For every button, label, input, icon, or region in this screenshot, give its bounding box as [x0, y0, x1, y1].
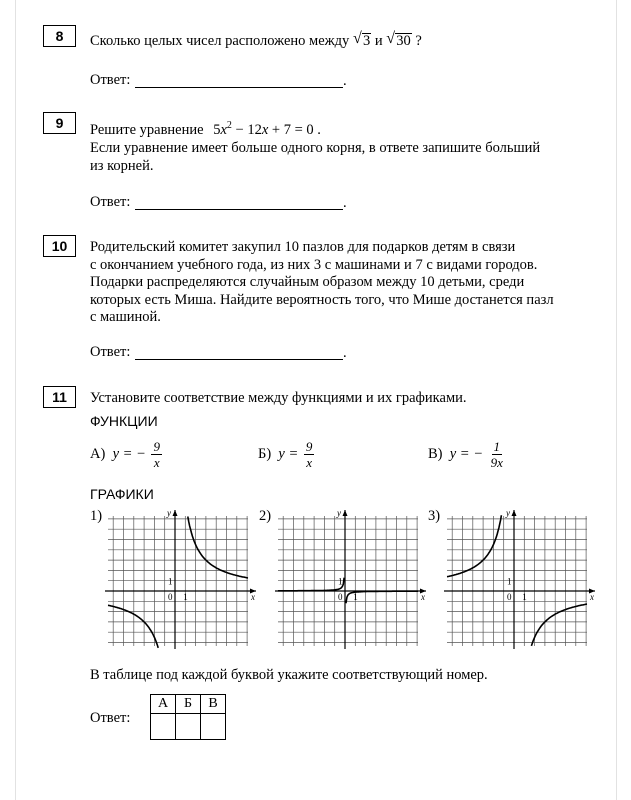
- task-11-intro: Установите соответствие между функциями и их графиками.: [90, 390, 467, 406]
- x-tick-one: 1: [353, 592, 358, 602]
- answer-table-header: Б: [176, 695, 201, 714]
- table-prompt: В таблице под каждой буквой укажите соответствующий номер.: [90, 667, 488, 683]
- y-axis-label: y: [337, 508, 341, 518]
- answer-cell-c[interactable]: [201, 714, 226, 740]
- answer-table-header: А: [151, 695, 176, 714]
- y-axis-label: y: [167, 508, 171, 518]
- y-tick-one: 1: [168, 576, 173, 587]
- task-9-answer-field[interactable]: [135, 209, 343, 210]
- answer-cell-b[interactable]: [176, 714, 201, 740]
- y-axis-arrow: [343, 510, 348, 516]
- y-tick-one: 1: [507, 576, 512, 587]
- graph-1: [100, 506, 265, 651]
- task-10-answer-field[interactable]: [135, 359, 343, 360]
- task-8-answer-field[interactable]: [135, 87, 343, 88]
- function-b: Б) y = $\frac{9}{x}$: [258, 439, 313, 470]
- curve-branch-right: [188, 517, 248, 578]
- task-11-number: 11: [43, 386, 76, 408]
- graph-3: [439, 506, 604, 651]
- answer-dot: .: [343, 195, 347, 211]
- y-tick-one: 1: [338, 576, 343, 587]
- y-axis-label: y: [506, 508, 510, 518]
- answer-dot: .: [343, 345, 347, 361]
- task-9-equation-line: Решите уравнение $5x^2 - 12x + 7 = 0$ .: [90, 120, 321, 138]
- graphs-heading: ГРАФИКИ: [90, 486, 154, 502]
- x-axis-label: x: [251, 592, 255, 602]
- task-10-answer-label: Ответ:: [90, 344, 131, 360]
- task-8-number: 8: [43, 25, 76, 47]
- origin-label: 0: [338, 592, 343, 602]
- task-8-question: Сколько целых чисел расположено между √ 3 и √ 30 ?: [90, 30, 422, 49]
- functions-heading: ФУНКЦИИ: [90, 413, 158, 429]
- y-axis-arrow: [512, 510, 517, 516]
- answer-cell-a[interactable]: [151, 714, 176, 740]
- answer-table-header: В: [201, 695, 226, 714]
- task-11-answer-label: Ответ:: [90, 710, 131, 726]
- task-8-answer-label: Ответ:: [90, 72, 131, 88]
- graph-3-label: 3): [428, 508, 441, 524]
- sqrt-30: √ 30: [386, 30, 411, 49]
- x-tick-one: 1: [183, 592, 188, 602]
- task-9-text: Если уравнение имеет больше одного корня, в ответе запишите больший из корней.: [90, 140, 541, 174]
- x-axis-label: x: [590, 592, 594, 602]
- x-axis-label: x: [421, 592, 425, 602]
- task-10-number: 10: [43, 235, 76, 257]
- answer-dot: .: [343, 73, 347, 89]
- function-a: А) y = − $\frac{9}{x}$: [90, 439, 160, 470]
- curve-branch-left: [278, 578, 344, 591]
- sqrt-3: √ 3: [352, 30, 371, 49]
- task-9-number: 9: [43, 112, 76, 134]
- function-c: В) y = − $\frac{1}{9x}$: [428, 439, 503, 470]
- origin-label: 0: [168, 592, 173, 602]
- graph-2: [270, 506, 435, 651]
- task-10-text: Родительский комитет закупил 10 пазлов для подарков детям в связи с окончанием учебного года, из них 3 с машинами и 7 с видами городов. Подарки распределяются случайным образом между 10 детьми, среди которых есть Миша. Найдите вероятность того, что Мише достанется пазл с машиной.: [90, 239, 554, 325]
- y-axis-arrow: [173, 510, 178, 516]
- x-tick-one: 1: [522, 592, 527, 602]
- task-9-answer-label: Ответ:: [90, 194, 131, 210]
- graph-2-label: 2): [259, 508, 272, 524]
- origin-label: 0: [507, 592, 512, 602]
- answer-table: [150, 694, 226, 740]
- graph-1-label: 1): [90, 508, 103, 524]
- curve-branch-right: [531, 604, 587, 646]
